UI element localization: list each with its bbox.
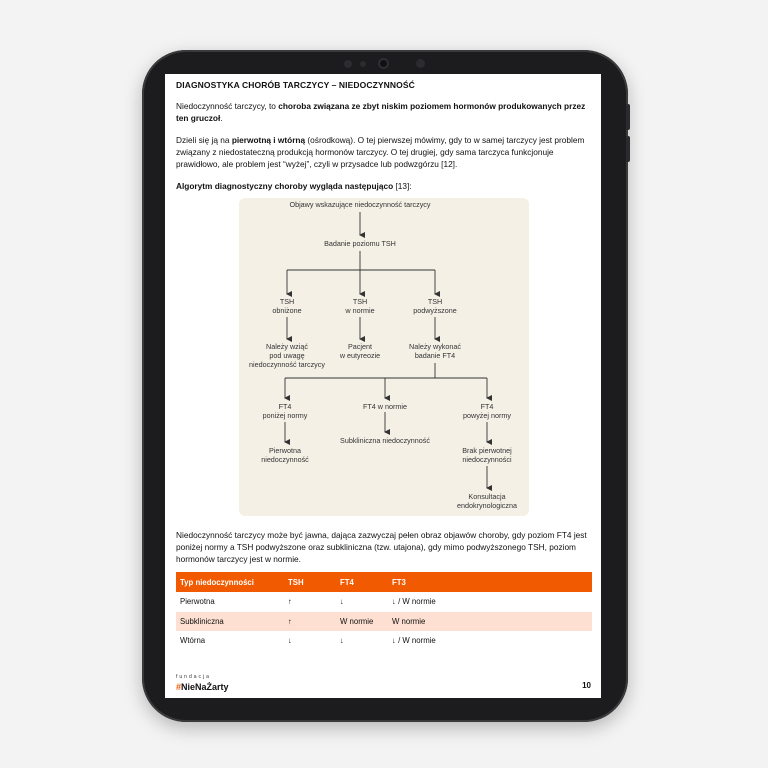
table-header: FT4 <box>336 572 388 592</box>
foundation-logo <box>176 682 229 692</box>
table-header: FT3 <box>388 572 592 592</box>
algorithm-heading-bold: Algorytm diagnostyczny choroby wygląda następująco <box>176 181 394 191</box>
flow-node-tsh-high: TSH podwyższone <box>400 297 470 315</box>
intro-emphasis: choroba związana ze zbyt niskim poziomem hormonów produkowanych przez ten gruczoł <box>176 101 586 123</box>
flow-node-tsh-test: Badanie poziomu TSH <box>305 239 415 248</box>
diagnostic-flowchart <box>239 198 529 516</box>
volume-button <box>626 104 630 130</box>
table-cell: Pierwotna <box>180 597 215 607</box>
summary-paragraph: Niedoczynność tarczycy może być jawna, dająca zazwyczaj pełen obraz objawów choroby, gdy poziom FT4 jest poniżej normy a TSH podwyższone oraz subkliniczna (tzw. utajona), gdy mimo podwyższonego TSH, poziom hormonów tarczycy jest w normie. <box>176 530 587 564</box>
volume-button <box>626 136 630 162</box>
page-title: DIAGNOSTYKA CHORÓB TARCZYCY – NIEDOCZYNNOŚĆ <box>176 80 415 90</box>
algorithm-heading-ref: [13]: <box>393 181 412 191</box>
flow-node-consult: Konsultacja endokrynologiczna <box>445 492 529 510</box>
table-cell: ↑ <box>284 612 336 632</box>
flow-node-consider-secondary: Należy wziąć pod uwagę niedoczynność tarczycy <box>241 342 333 369</box>
intro-paragraph <box>176 100 592 124</box>
division-paragraph <box>176 134 592 170</box>
page-number: 10 <box>582 681 591 690</box>
flow-node-symptoms: Objawy wskazujące niedoczynność tarczycy <box>265 200 455 209</box>
table-cell: W normie <box>388 612 592 632</box>
table-row <box>176 592 592 612</box>
logo-hash: # <box>176 682 182 692</box>
document-page <box>165 74 601 698</box>
flow-node-no-primary: Brak pierwotnej niedoczynności <box>445 446 529 464</box>
table-row <box>176 612 592 632</box>
table-header: Typ niedoczynności <box>176 572 284 592</box>
table-cell: ↓ <box>288 636 292 646</box>
flow-node-subclinical: Subkliniczna niedoczynność <box>325 436 445 445</box>
division-text-end: (ośrodkową). O tej pierwszej mówimy, gdy to w samej tarczycy jest problem związany z niedostateczną produkcją hormonów tarczycy. O tej drugiej, gdy sama tarczyca funkcjonuje prawidłowo, ale problem jest “wyżej”, czyli w przysadce lub podwzgórzu [12]. <box>176 135 585 169</box>
flow-node-primary: Pierwotna niedoczynność <box>249 446 321 464</box>
logo-foundation-label: fundacja <box>176 674 211 680</box>
camera-icon <box>378 58 389 69</box>
table-header-row <box>176 572 592 592</box>
table-cell: ↓ / W normie <box>392 597 436 607</box>
intro-text: Niedoczynność tarczycy, to <box>176 101 279 111</box>
table-cell: Subkliniczna <box>176 612 284 632</box>
table-row <box>176 631 592 651</box>
table-cell: ↓ <box>340 597 344 607</box>
flow-node-tsh-normal: TSH w normie <box>330 297 390 315</box>
table-cell: W normie <box>336 612 388 632</box>
table-cell: ↓ <box>340 636 344 646</box>
sensor-icon <box>416 59 425 68</box>
flow-node-ft4-high: FT4 powyżej normy <box>451 402 523 420</box>
division-text: Dzieli się ją na <box>176 135 232 145</box>
flow-node-euthyroid: Pacjent w eutyreozie <box>328 342 392 360</box>
intro-text-end: . <box>220 113 223 123</box>
table-header: TSH <box>284 572 336 592</box>
table-cell: ↓ / W normie <box>392 636 436 646</box>
flow-node-do-ft4: Należy wykonać badanie FT4 <box>397 342 473 360</box>
sensor-icon <box>360 61 366 67</box>
logo-text: NieNaŻarty <box>181 682 229 692</box>
flow-node-ft4-low: FT4 poniżej normy <box>249 402 321 420</box>
table-cell: Wtórna <box>180 636 206 646</box>
sensor-icon <box>344 60 352 68</box>
flow-node-ft4-normal: FT4 w normie <box>345 402 425 411</box>
division-emphasis: pierwotną i wtórną <box>231 135 306 145</box>
hypothyroidism-types-table <box>176 572 592 651</box>
algorithm-heading <box>176 180 592 192</box>
table-cell: ↑ <box>288 597 292 607</box>
flow-node-tsh-low: TSH obniżone <box>257 297 317 315</box>
